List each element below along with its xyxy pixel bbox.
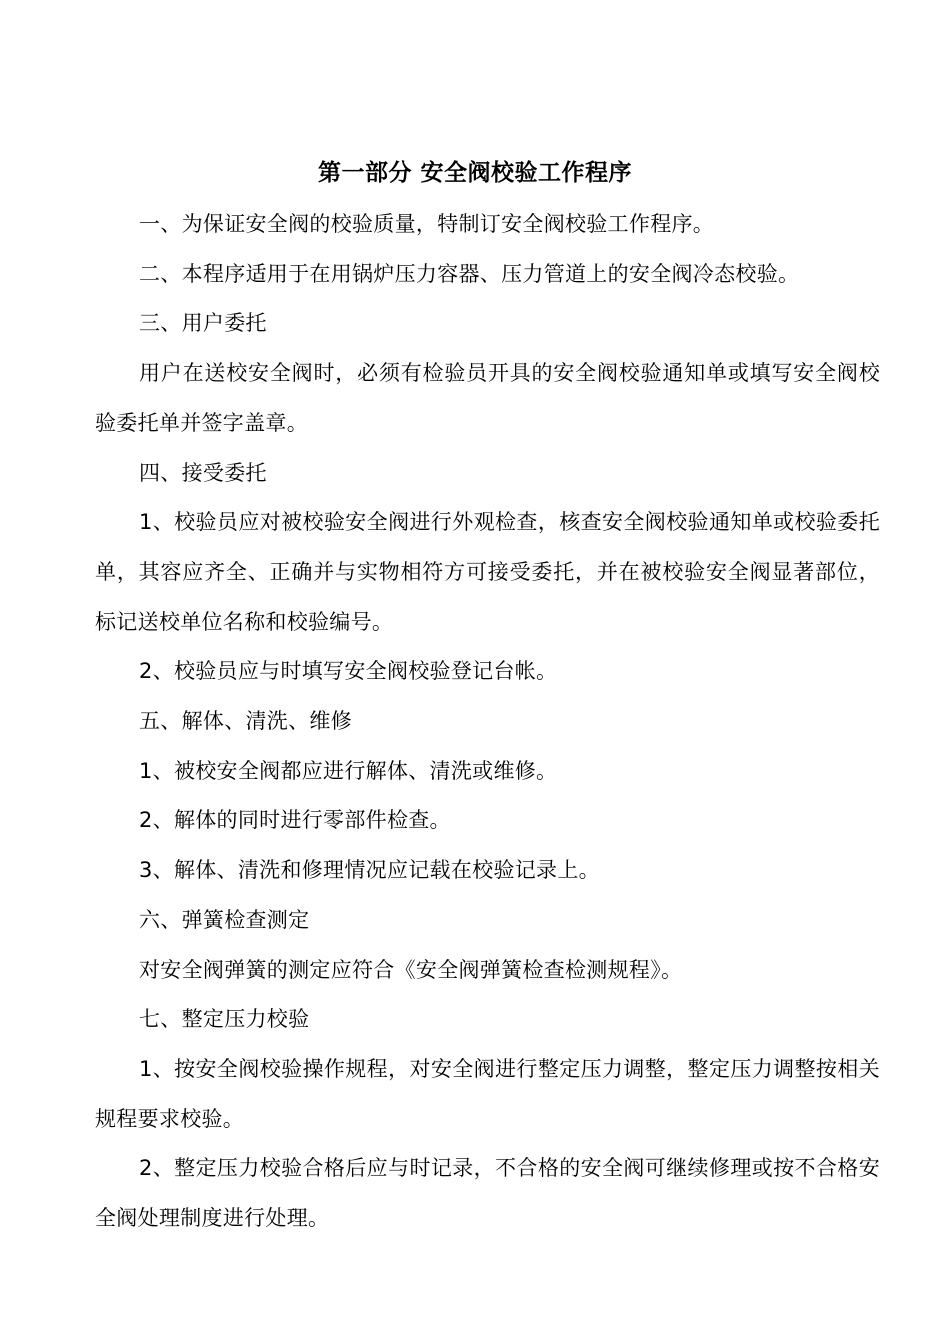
section-heading-purpose: 一、为保证安全阀的校验质量，特制订安全阀校验工作程序。 [139,212,715,236]
section-heading-disassembly: 五、解体、清洗、维修 [139,709,352,734]
paragraph-set-pressure-1: 1、按安全阀校验操作规程，对安全阀进行整定压力调整，整定压力调整按相关规程要求校验。 [95,1056,880,1131]
paragraph-set-pressure-2: 2、整定压力校验合格后应与时记录，不合格的安全阀可继续修理或按不合格安全阀处理制度进行处理。 [95,1156,880,1231]
paragraph-disassembly-3: 3、解体、清洗和修理情况应记载在校验记录上。 [139,858,600,883]
paragraph-user-commission: 用户在送校安全阀时，必须有检验员开具的安全阀校验通知单或填写安全阀校验委托单并签字盖章。 [95,361,880,435]
section-heading-scope: 二、本程序适用于在用锅炉压力容器、压力管道上的安全阀冷态校验。 [139,261,800,286]
document-body [95,200,880,1244]
paragraph-accept-commission-2: 2、校验员应与时填写安全阀校验登记台帐。 [139,659,558,684]
section-heading-user-commission: 三、用户委托 [139,311,267,336]
section-heading-spring-check: 六、弹簧检查测定 [139,907,310,932]
section-heading-set-pressure: 七、整定压力校验 [139,1007,310,1032]
page-title: 第一部分 安全阀校验工作程序 [317,160,632,186]
section-heading-accept-commission: 四、接受委托 [139,460,267,485]
paragraph-spring-check: 对安全阀弹簧的测定应符合《安全阀弹簧检查检测规程》。 [139,957,683,982]
paragraph-accept-commission-1: 1、校验员应对被校验安全阀进行外观检查，核查安全阀校验通知单或校验委托单，其容应齐全、正确并与实物相符方可接受委托，并在被校验安全阀显著部位，标记送校单位名称和校验编号。 [95,510,880,634]
paragraph-disassembly-2: 2、解体的同时进行零部件检查。 [139,808,451,833]
paragraph-disassembly-1: 1、被校安全阀都应进行解体、清洗或维修。 [139,758,558,783]
